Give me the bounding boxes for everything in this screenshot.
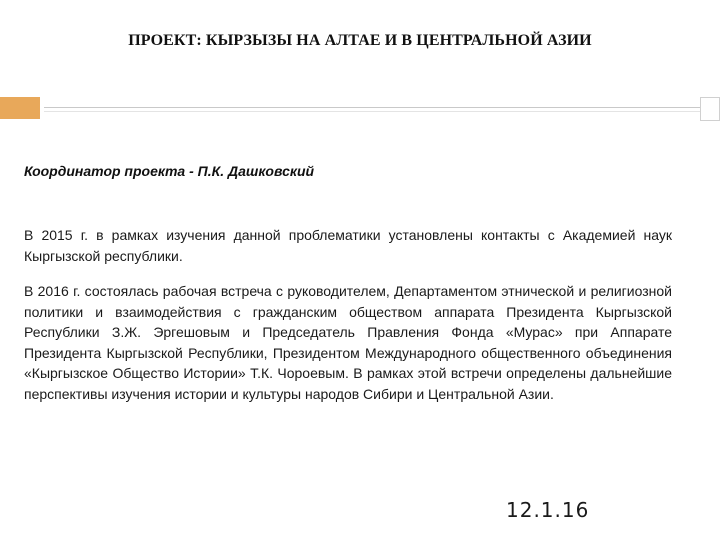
divider-line (44, 107, 720, 108)
paragraph-2015: В 2015 г. в рамках изучения данной проблематики установлены контакты с Академией наук Кыргызской республики. (24, 227, 672, 264)
slide-date: 12.1.16 (506, 498, 590, 522)
project-coordinator: Координатор проекта - П.К. Дашковский (24, 163, 315, 179)
divider-line-secondary (44, 111, 720, 112)
accent-bar-fill (0, 97, 40, 119)
divider-rule (44, 97, 720, 119)
accent-bar (0, 97, 42, 119)
slide-title: ПРОЕКТ: КЫРЗЫЗЫ НА АЛТАЕ И В ЦЕНТРАЛЬНОЙ АЗИИ (128, 32, 592, 49)
divider-end-box (700, 97, 720, 121)
paragraph-2016: В 2016 г. состоялась рабочая встреча с руководителем, Департаментом этнической и религиозной политики и взаимодействия с гражданским обществом аппарата Президента Кыргызской Республики З.Ж. Эргешовым и Председатель Правления Фонда «Мурас» при Аппарате Президента Кыргызской Республики, Президентом Международного общественного объединения «Кыргызское Общество Истории» Т.К. Чороевым. В рамках этой встречи определены дальнейшие перспективы изучения истории и культуры народов Сибири и Центральной Азии. (24, 283, 672, 402)
